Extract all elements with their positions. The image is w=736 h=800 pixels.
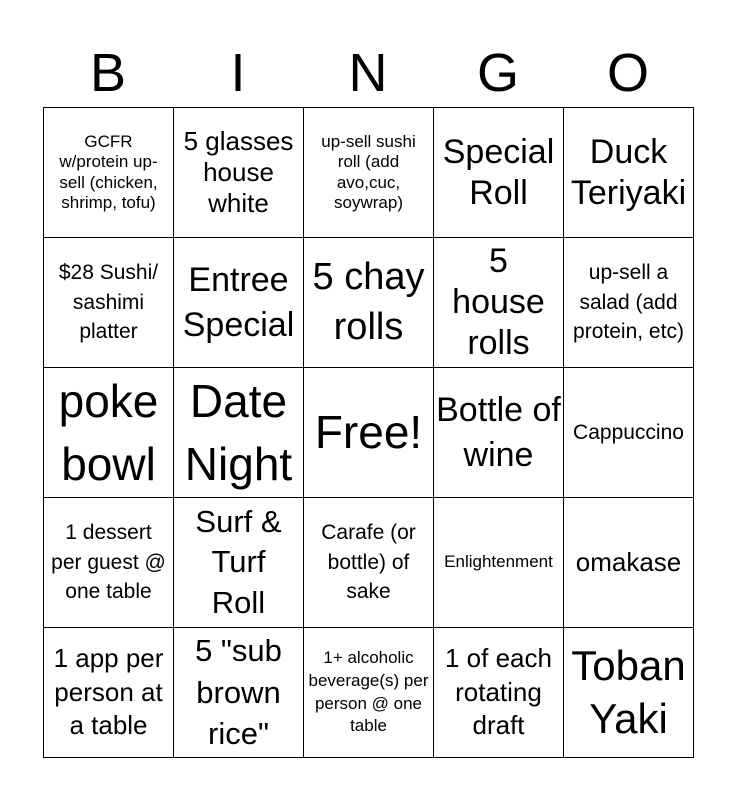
cell-text: Duck Teriyaki: [570, 132, 687, 212]
bingo-cell[interactable]: [564, 498, 694, 628]
cell-text: 1 of each rotating draft: [445, 642, 552, 741]
header-letter-g: G: [476, 43, 519, 103]
bingo-cell[interactable]: [434, 238, 564, 368]
cell-text: GCFR w/protein up-sell (chicken, shrimp, tofu): [59, 131, 158, 212]
cell-text: poke bowl: [58, 375, 159, 490]
free-space-cell[interactable]: [304, 368, 434, 498]
bingo-cell[interactable]: [304, 108, 434, 238]
cell-text: 5 "sub brown rice": [195, 632, 282, 752]
bingo-cell[interactable]: [564, 238, 694, 368]
bingo-cell[interactable]: [174, 238, 304, 368]
bingo-cell[interactable]: [564, 108, 694, 238]
cell-text: 5 chay rolls: [312, 256, 425, 348]
bingo-cell[interactable]: [44, 368, 174, 498]
bingo-cell[interactable]: [434, 498, 564, 628]
cell-text: Enlightenment: [444, 552, 553, 572]
cell-text: Cappuccino: [573, 420, 684, 444]
header-letter-o: O: [606, 43, 649, 103]
bingo-cell[interactable]: [304, 628, 434, 758]
cell-text: Surf & Turf Roll: [195, 504, 282, 620]
bingo-card-grid: [43, 107, 694, 758]
cell-text: 5 glasses house white: [183, 125, 294, 219]
bingo-cell[interactable]: [174, 628, 304, 758]
header-letter-n: N: [348, 43, 388, 103]
cell-text: omakase: [575, 546, 682, 577]
cell-text: Date Night: [184, 375, 293, 490]
cell-text: Toban Yaki: [571, 642, 686, 742]
cell-text: up-sell a salad (add protein, etc): [573, 261, 684, 344]
cell-text: 1 dessert per guest @ one table: [51, 521, 166, 604]
free-space-text: Free!: [314, 406, 423, 459]
bingo-cell[interactable]: [434, 368, 564, 498]
bingo-cell[interactable]: [434, 108, 564, 238]
bingo-cell[interactable]: [434, 628, 564, 758]
bingo-header: [43, 40, 693, 106]
cell-text: Entree Special: [182, 261, 295, 344]
bingo-cell[interactable]: [304, 238, 434, 368]
bingo-cell[interactable]: [174, 498, 304, 628]
cell-text: up-sell sushi roll (add avo,cuc, soywrap): [321, 131, 416, 212]
bingo-cell[interactable]: [174, 368, 304, 498]
cell-text: Bottle of wine: [436, 391, 561, 474]
cell-text: 1+ alcoholic beverage(s) per person @ one table: [308, 647, 429, 736]
cell-text: 1 app per person at a table: [53, 642, 164, 741]
bingo-cell[interactable]: [44, 498, 174, 628]
cell-text: $28 Sushi/ sashimi platter: [58, 261, 159, 344]
bingo-cell[interactable]: [174, 108, 304, 238]
bingo-cell[interactable]: [44, 108, 174, 238]
bingo-cell[interactable]: [304, 498, 434, 628]
header-letter-b: B: [89, 43, 127, 103]
bingo-cell[interactable]: [564, 628, 694, 758]
header-letter-i: I: [230, 43, 246, 103]
cell-text: Special Roll: [442, 132, 555, 212]
bingo-cell[interactable]: [44, 238, 174, 368]
cell-text: Carafe (or bottle) of sake: [321, 521, 416, 604]
cell-text: 5 house rolls: [452, 242, 545, 362]
bingo-cell[interactable]: [44, 628, 174, 758]
bingo-cell[interactable]: [564, 368, 694, 498]
